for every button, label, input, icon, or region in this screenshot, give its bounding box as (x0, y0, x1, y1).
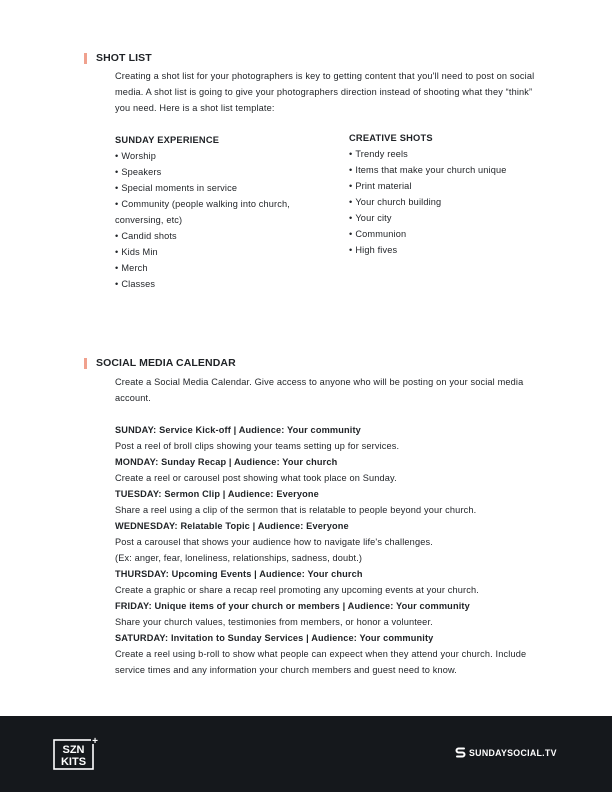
website-text: SUNDAYSOCIAL.TV (469, 747, 557, 758)
calendar-day-description: Share a reel using a clip of the sermon that is relatable to people beyond your church. (115, 505, 477, 515)
calendar-day-heading: WEDNESDAY: Relatable Topic | Audience: Everyone (115, 521, 349, 531)
calendar-day-description: Create a reel or carousel post showing what took place on Sunday. (115, 473, 397, 483)
list-item (349, 226, 519, 242)
list-item-text: Community (people walking into church, conversing, etc) (115, 199, 290, 225)
calendar-day-heading: TUESDAY: Sermon Clip | Audience: Everyone (115, 489, 319, 499)
calendar-day-description: Post a reel of broll clips showing your teams setting up for services. (115, 441, 400, 451)
list-item-text: Classes (121, 279, 156, 289)
list-item (349, 210, 519, 226)
list-item (349, 146, 519, 162)
list-item-text: Print material (355, 181, 412, 191)
calendar-day-description: Create a reel using b-roll to show what people can expeect when they attend your church. Include service times and any information your church members and guest need to know. (115, 649, 527, 675)
calendar-day-heading: SATURDAY: Invitation to Sunday Services | Audience: Your community (115, 633, 434, 643)
list-item (115, 276, 300, 292)
list-item-text: Trendy reels (355, 149, 408, 159)
calendar-title: SOCIAL MEDIA CALENDAR (96, 357, 236, 369)
calendar-header (84, 357, 236, 369)
sunday-social-s-icon (455, 746, 466, 759)
list-item-text: Worship (121, 151, 156, 161)
list-item-text: Items that make your church unique (355, 165, 507, 175)
bullet: • (349, 245, 353, 255)
bullet: • (115, 167, 119, 177)
calendar-day-description: Share your church values, testimonies from members, or honor a volunteer. (115, 617, 433, 627)
calendar-day-description: Create a graphic or share a recap reel promoting any upcoming events at your church. (115, 585, 479, 595)
shot-list-header (84, 52, 152, 64)
list-item (115, 196, 300, 228)
accent-bar (84, 53, 87, 64)
calendar-day-heading: MONDAY: Sunday Recap | Audience: Your church (115, 457, 338, 467)
bullet: • (349, 165, 353, 175)
calendar-day-heading: THURSDAY: Upcoming Events | Audience: Your church (115, 569, 363, 579)
list-item-text: Speakers (121, 167, 162, 177)
bullet: • (115, 263, 119, 273)
creative-shots-list (349, 146, 519, 258)
calendar-day-heading: FRIDAY: Unique items of your church or members | Audience: Your community (115, 601, 470, 611)
bullet: • (115, 279, 119, 289)
list-item (349, 242, 519, 258)
list-item (115, 260, 300, 276)
shot-list-intro (115, 68, 545, 116)
sunday-experience-column (115, 132, 300, 292)
logo-plus: + (92, 736, 98, 747)
list-item-text: Candid shots (121, 231, 177, 241)
bullet: • (115, 183, 119, 193)
list-item (115, 244, 300, 260)
list-item-text: Merch (121, 263, 148, 273)
bullet: • (349, 197, 353, 207)
list-item-text: High fives (355, 245, 398, 255)
calendar-day-heading: SUNDAY: Service Kick-off | Audience: Your community (115, 425, 361, 435)
list-item (349, 194, 519, 210)
creative-shots-title: CREATIVE SHOTS (349, 133, 433, 143)
calendar-day-description: Post a carousel that shows your audience how to navigate life's challenges. (115, 537, 433, 547)
bullet: • (349, 213, 353, 223)
bullet: • (115, 199, 119, 209)
shot-list-title: SHOT LIST (96, 52, 152, 64)
website-link[interactable] (455, 746, 557, 759)
list-item (349, 162, 519, 178)
list-item (115, 148, 300, 164)
bullet: • (349, 181, 353, 191)
bullet: • (349, 149, 353, 159)
calendar-body (115, 374, 545, 678)
list-item-text: Your city (355, 213, 392, 223)
calendar-day-description: (Ex: anger, fear, loneliness, relationships, sadness, doubt.) (115, 553, 363, 563)
bullet: • (115, 151, 119, 161)
szn-kits-logo (53, 736, 99, 770)
calendar-intro: Create a Social Media Calendar. Give access to anyone who will be posting on your social media account. (115, 377, 524, 403)
logo-line-2: KITS (60, 756, 87, 768)
list-item-text: Your church building (355, 197, 442, 207)
footer (0, 716, 612, 792)
sunday-experience-list (115, 148, 300, 292)
sunday-experience-title: SUNDAY EXPERIENCE (115, 135, 220, 145)
bullet: • (349, 229, 353, 239)
logo-line-1: SZN (62, 744, 85, 756)
list-item-text: Special moments in service (121, 183, 238, 193)
list-item-text: Kids Min (121, 247, 158, 257)
list-item (349, 178, 519, 194)
accent-bar (84, 358, 87, 369)
list-item (115, 180, 300, 196)
calendar-days (115, 422, 545, 678)
shot-list-intro-text: Creating a shot list for your photographers is key to getting content that you'll need to post on social media. A shot list is going to give your photographers direction instead of shooting what they “think” you need. Here is a shot list template: (115, 71, 535, 113)
list-item-text: Communion (355, 229, 407, 239)
bullet: • (115, 247, 119, 257)
list-item (115, 164, 300, 180)
creative-shots-column (349, 130, 519, 258)
bullet: • (115, 231, 119, 241)
list-item (115, 228, 300, 244)
